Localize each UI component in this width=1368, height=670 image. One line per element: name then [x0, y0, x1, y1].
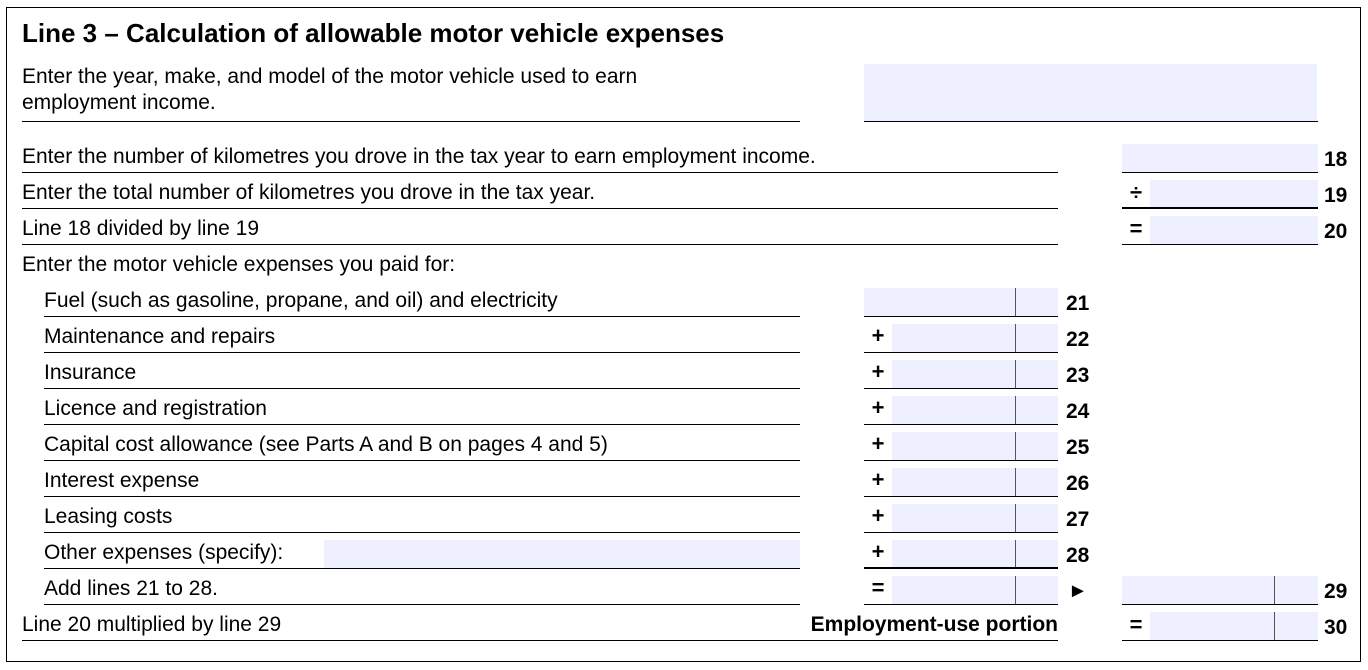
line-26-field[interactable] — [892, 468, 1058, 496]
line-27-number: 27 — [1066, 508, 1090, 531]
line-19-number: 19 — [1324, 184, 1348, 207]
line-30-underline — [22, 640, 1058, 641]
line-25-number: 25 — [1066, 436, 1090, 459]
cents-divider — [1015, 432, 1016, 460]
vehicle-description-field[interactable] — [864, 64, 1317, 121]
cents-divider — [1015, 504, 1016, 532]
vehicle-prompt-line1: Enter the year, make, and model of the motor vehicle used to earn — [22, 65, 638, 88]
cents-divider — [1015, 576, 1016, 604]
line-21-field[interactable] — [864, 288, 1058, 316]
cents-divider — [1015, 468, 1016, 496]
line-24-field[interactable] — [892, 396, 1058, 424]
line-29-number: 29 — [1324, 580, 1348, 603]
line-29-underline — [44, 604, 800, 605]
line-20-field-underline — [1122, 244, 1318, 245]
line-20-number: 20 — [1324, 220, 1348, 243]
cents-divider — [1015, 396, 1016, 424]
equals-operator: = — [871, 575, 885, 600]
line-23-field[interactable] — [892, 360, 1058, 388]
plus-operator: + — [871, 395, 885, 420]
line-28-field-underline — [864, 567, 1058, 569]
arrow-right-icon: ► — [1068, 580, 1088, 602]
section-title: Line 3 – Calculation of allowable motor vehicle expenses — [22, 18, 725, 48]
cents-divider — [1274, 576, 1275, 604]
line-19-field[interactable] — [1150, 180, 1318, 208]
line-30-field[interactable] — [1150, 612, 1318, 640]
line-25-label: Capital cost allowance (see Parts A and B on pages 4 and 5) — [44, 433, 608, 456]
plus-operator: + — [871, 359, 885, 384]
plus-operator: + — [871, 503, 885, 528]
line-30-number: 30 — [1324, 616, 1348, 639]
line-30-label: Line 20 multiplied by line 29 — [22, 613, 282, 636]
line-26-underline — [44, 496, 800, 497]
vehicle-prompt-line2: employment income. — [22, 91, 216, 114]
equals-operator: = — [1129, 216, 1143, 241]
divide-operator: ÷ — [1129, 180, 1143, 205]
line-23-label: Insurance — [44, 361, 137, 384]
line-20-field[interactable] — [1150, 216, 1318, 244]
line-23-field-underline — [864, 388, 1058, 389]
line-21-field-underline — [864, 316, 1058, 317]
line-29-subtotal-underline — [864, 604, 1058, 605]
line-29-field-underline — [1122, 604, 1318, 605]
line-24-underline — [44, 424, 800, 425]
plus-operator: + — [871, 323, 885, 348]
line-27-label: Leasing costs — [44, 505, 173, 528]
expenses-prompt: Enter the motor vehicle expenses you paid for: — [22, 253, 456, 276]
plus-operator: + — [871, 539, 885, 564]
line-19-field-underline — [1122, 207, 1318, 209]
line-18-field[interactable] — [1122, 144, 1318, 172]
line-22-label: Maintenance and repairs — [44, 325, 276, 348]
line-22-field[interactable] — [892, 324, 1058, 352]
line-29-field[interactable] — [1122, 576, 1318, 604]
line-29-subtotal-field[interactable] — [892, 576, 1058, 604]
line-18-field-underline — [1122, 172, 1318, 173]
line-19-underline — [22, 208, 1058, 209]
line-28-label: Other expenses (specify): — [44, 541, 284, 564]
line-24-number: 24 — [1066, 400, 1090, 423]
line-18-label: Enter the number of kilometres you drove in the tax year to earn employment income. — [22, 145, 816, 168]
line-27-field-underline — [864, 532, 1058, 533]
line-28-number: 28 — [1066, 544, 1090, 567]
line-18-number: 18 — [1324, 148, 1348, 171]
line-25-underline — [44, 460, 800, 461]
line-19-label: Enter the total number of kilometres you drove in the tax year. — [22, 181, 596, 204]
line-25-field[interactable] — [892, 432, 1058, 460]
line-26-field-underline — [864, 496, 1058, 497]
vehicle-prompt-underline — [22, 121, 800, 122]
line-29-label: Add lines 21 to 28. — [44, 577, 218, 600]
line-30-field-underline — [1122, 640, 1318, 641]
line-22-underline — [44, 352, 800, 353]
line-18-underline — [22, 172, 1058, 173]
plus-operator: + — [871, 467, 885, 492]
line-28-underline — [44, 568, 800, 569]
cents-divider — [1015, 540, 1016, 568]
cents-divider — [1274, 612, 1275, 640]
line-24-label: Licence and registration — [44, 397, 267, 420]
line-23-underline — [44, 388, 800, 389]
cents-divider — [1015, 324, 1016, 352]
line-20-underline — [22, 244, 1058, 245]
line-22-number: 22 — [1066, 328, 1090, 351]
line-21-number: 21 — [1066, 292, 1090, 315]
cents-divider — [1015, 288, 1016, 316]
plus-operator: + — [871, 431, 885, 456]
line-25-field-underline — [864, 460, 1058, 461]
other-expenses-specify-field[interactable] — [324, 540, 800, 568]
line-24-field-underline — [864, 424, 1058, 425]
line-21-label: Fuel (such as gasoline, propane, and oil) and electricity — [44, 289, 558, 312]
line-27-underline — [44, 532, 800, 533]
line-23-number: 23 — [1066, 364, 1090, 387]
cents-divider — [1015, 360, 1016, 388]
line-28-field[interactable] — [892, 540, 1058, 568]
line-27-field[interactable] — [892, 504, 1058, 532]
line-21-underline — [44, 316, 800, 317]
employment-use-portion-label: Employment-use portion — [810, 613, 1058, 636]
equals-operator: = — [1129, 612, 1143, 637]
line-20-label: Line 18 divided by line 19 — [22, 217, 260, 240]
vehicle-field-underline — [864, 121, 1318, 122]
line-22-field-underline — [864, 352, 1058, 353]
line-26-label: Interest expense — [44, 469, 200, 492]
line-26-number: 26 — [1066, 472, 1090, 495]
